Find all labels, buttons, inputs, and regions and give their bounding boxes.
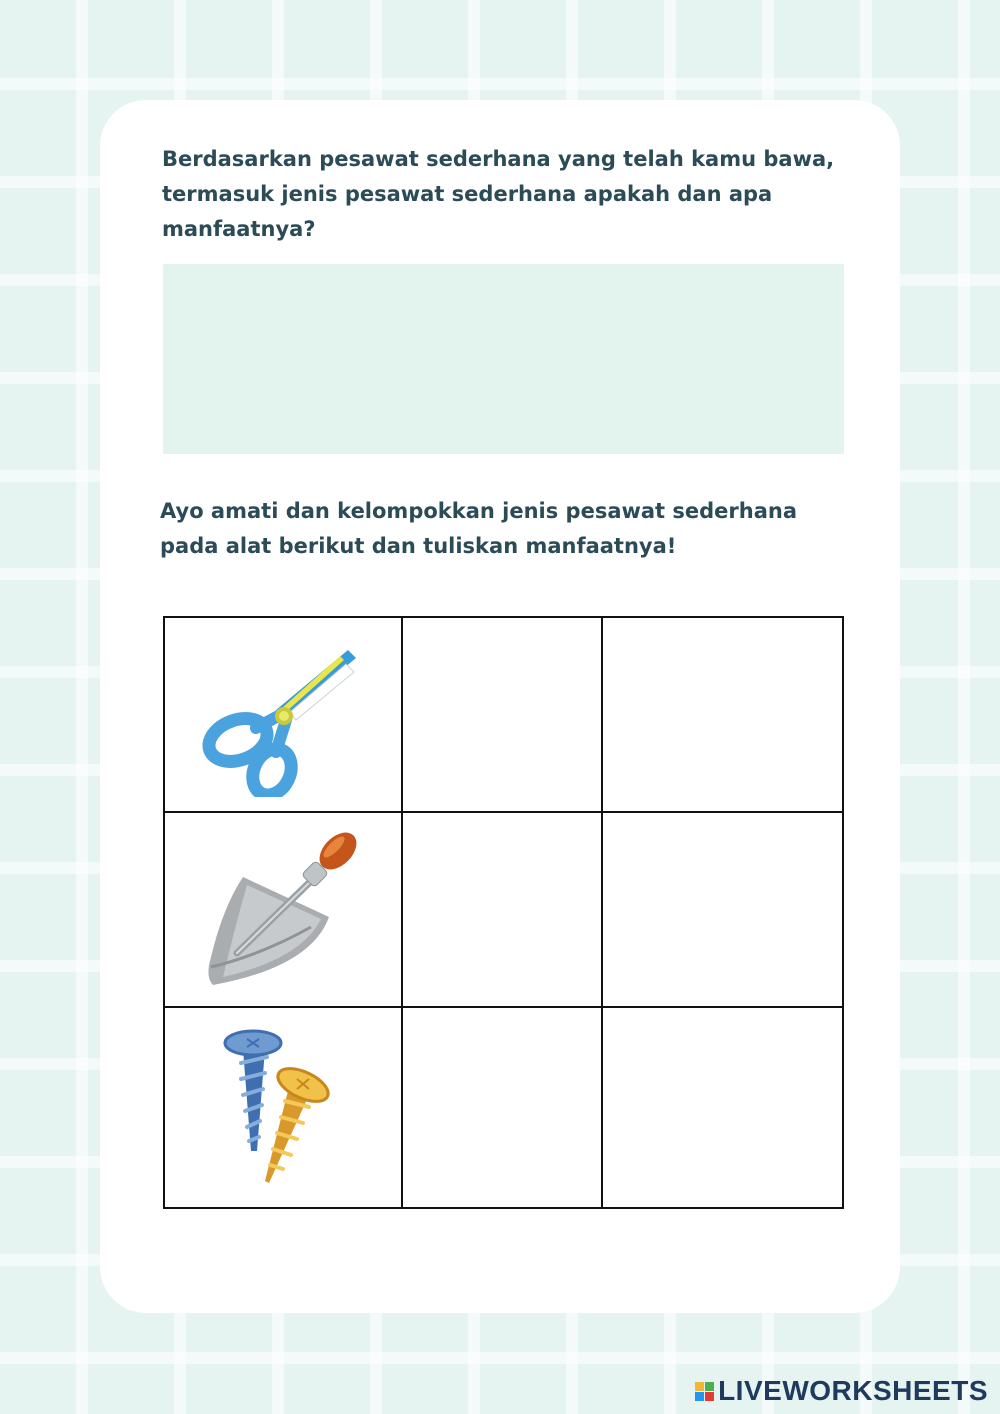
type-answer-cell[interactable] bbox=[402, 812, 601, 1007]
trowel-icon bbox=[201, 827, 366, 992]
screws-icon bbox=[213, 1023, 353, 1193]
tool-image-cell bbox=[164, 812, 402, 1007]
brand-name: LIVEWORKSHEETS bbox=[718, 1375, 988, 1406]
liveworksheets-brand bbox=[695, 1374, 988, 1408]
table-row bbox=[164, 812, 843, 1007]
type-answer-cell[interactable] bbox=[402, 1007, 601, 1208]
tool-image-cell bbox=[164, 1007, 402, 1208]
type-answer-cell[interactable] bbox=[402, 617, 601, 812]
benefit-answer-cell[interactable] bbox=[602, 1007, 843, 1208]
question-2-text: Ayo amati dan kelompokkan jenis pesawat sederhana pada alat berikut dan tuliskan manfaatnya! bbox=[160, 499, 798, 558]
scissors-icon bbox=[198, 632, 368, 797]
classification-table bbox=[163, 616, 844, 1209]
benefit-answer-cell[interactable] bbox=[602, 617, 843, 812]
tool-image-cell bbox=[164, 617, 402, 812]
liveworksheets-logo-icon bbox=[695, 1382, 714, 1401]
answer-box-question-1[interactable] bbox=[163, 264, 844, 454]
benefit-answer-cell[interactable] bbox=[602, 812, 843, 1007]
question-1-text: Berdasarkan pesawat sederhana yang telah kamu bawa, termasuk jenis pesawat sederhana apakah dan apa manfaatnya? bbox=[162, 147, 835, 241]
table-row bbox=[164, 1007, 843, 1208]
table-row bbox=[164, 617, 843, 812]
